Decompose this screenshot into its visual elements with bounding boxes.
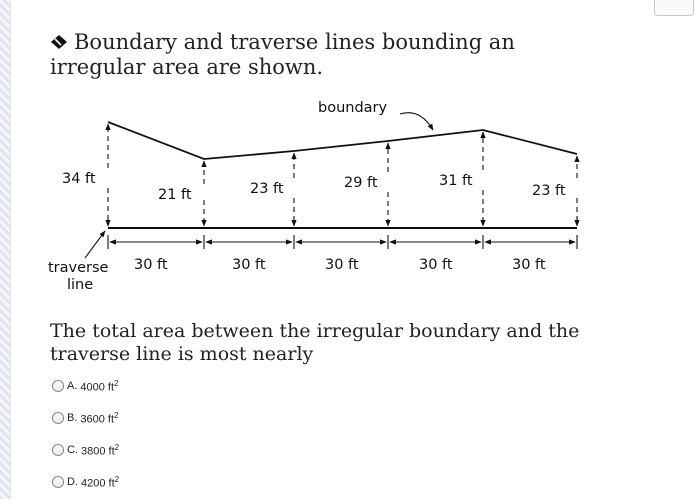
option-letter: B. xyxy=(67,412,78,424)
radio-button[interactable] xyxy=(52,412,64,424)
radio-button[interactable] xyxy=(52,476,64,488)
option-a[interactable] xyxy=(52,376,119,396)
traverse-label: traverse xyxy=(48,260,109,276)
traverse-leader-arrow xyxy=(85,231,105,258)
segment-label: 30 ft xyxy=(232,257,266,273)
boundary-label: boundary xyxy=(318,100,388,116)
offset-label: 29 ft xyxy=(344,175,378,191)
offset-arrows xyxy=(108,124,577,226)
traverse-diagram xyxy=(45,92,605,302)
option-value-text: 4000 ft xyxy=(80,381,115,394)
option-c[interactable] xyxy=(52,440,119,460)
traverse-figure xyxy=(45,92,605,302)
option-letter: C. xyxy=(67,444,78,456)
option-value xyxy=(81,443,119,458)
question-heading-text: Boundary and traverse lines bounding an irregular area are shown. xyxy=(50,30,515,79)
option-exponent: 2 xyxy=(114,378,119,388)
answer-options xyxy=(52,376,119,504)
dimension-line xyxy=(108,235,577,249)
option-d[interactable] xyxy=(52,472,119,492)
offset-label: 23 ft xyxy=(250,181,284,197)
option-value-text: 3800 ft xyxy=(81,445,115,458)
radio-button[interactable] xyxy=(52,380,64,392)
boundary-leader-arrow xyxy=(400,113,433,130)
traverse-label: line xyxy=(67,277,94,293)
option-b[interactable] xyxy=(52,408,119,428)
option-value-text: 4200 ft xyxy=(81,477,115,490)
option-value-text: 3600 ft xyxy=(80,413,115,426)
offset-label: 31 ft xyxy=(439,173,473,189)
segment-label: 30 ft xyxy=(512,257,546,273)
segment-label: 30 ft xyxy=(134,257,168,273)
option-value xyxy=(80,379,118,394)
segment-label: 30 ft xyxy=(325,257,359,273)
option-letter: D. xyxy=(67,476,78,488)
left-edge-strip xyxy=(0,0,11,499)
diamond-bullet-icon xyxy=(50,31,70,47)
option-value xyxy=(81,475,119,490)
segment-label: 30 ft xyxy=(419,257,453,273)
option-exponent: 2 xyxy=(114,410,119,420)
offset-label: 34 ft xyxy=(62,171,96,187)
offset-label: 23 ft xyxy=(532,183,566,199)
option-letter: A. xyxy=(67,380,78,392)
offset-label: 21 ft xyxy=(158,187,192,203)
question-prompt: The total area between the irregular boundary and the traverse line is most nearly xyxy=(50,320,580,365)
option-exponent: 2 xyxy=(114,442,120,452)
option-exponent: 2 xyxy=(114,474,120,484)
boundary-line xyxy=(108,122,577,159)
question-heading xyxy=(50,30,610,80)
window-corner-control[interactable] xyxy=(654,0,694,16)
radio-button[interactable] xyxy=(52,444,64,456)
option-value xyxy=(80,411,118,426)
